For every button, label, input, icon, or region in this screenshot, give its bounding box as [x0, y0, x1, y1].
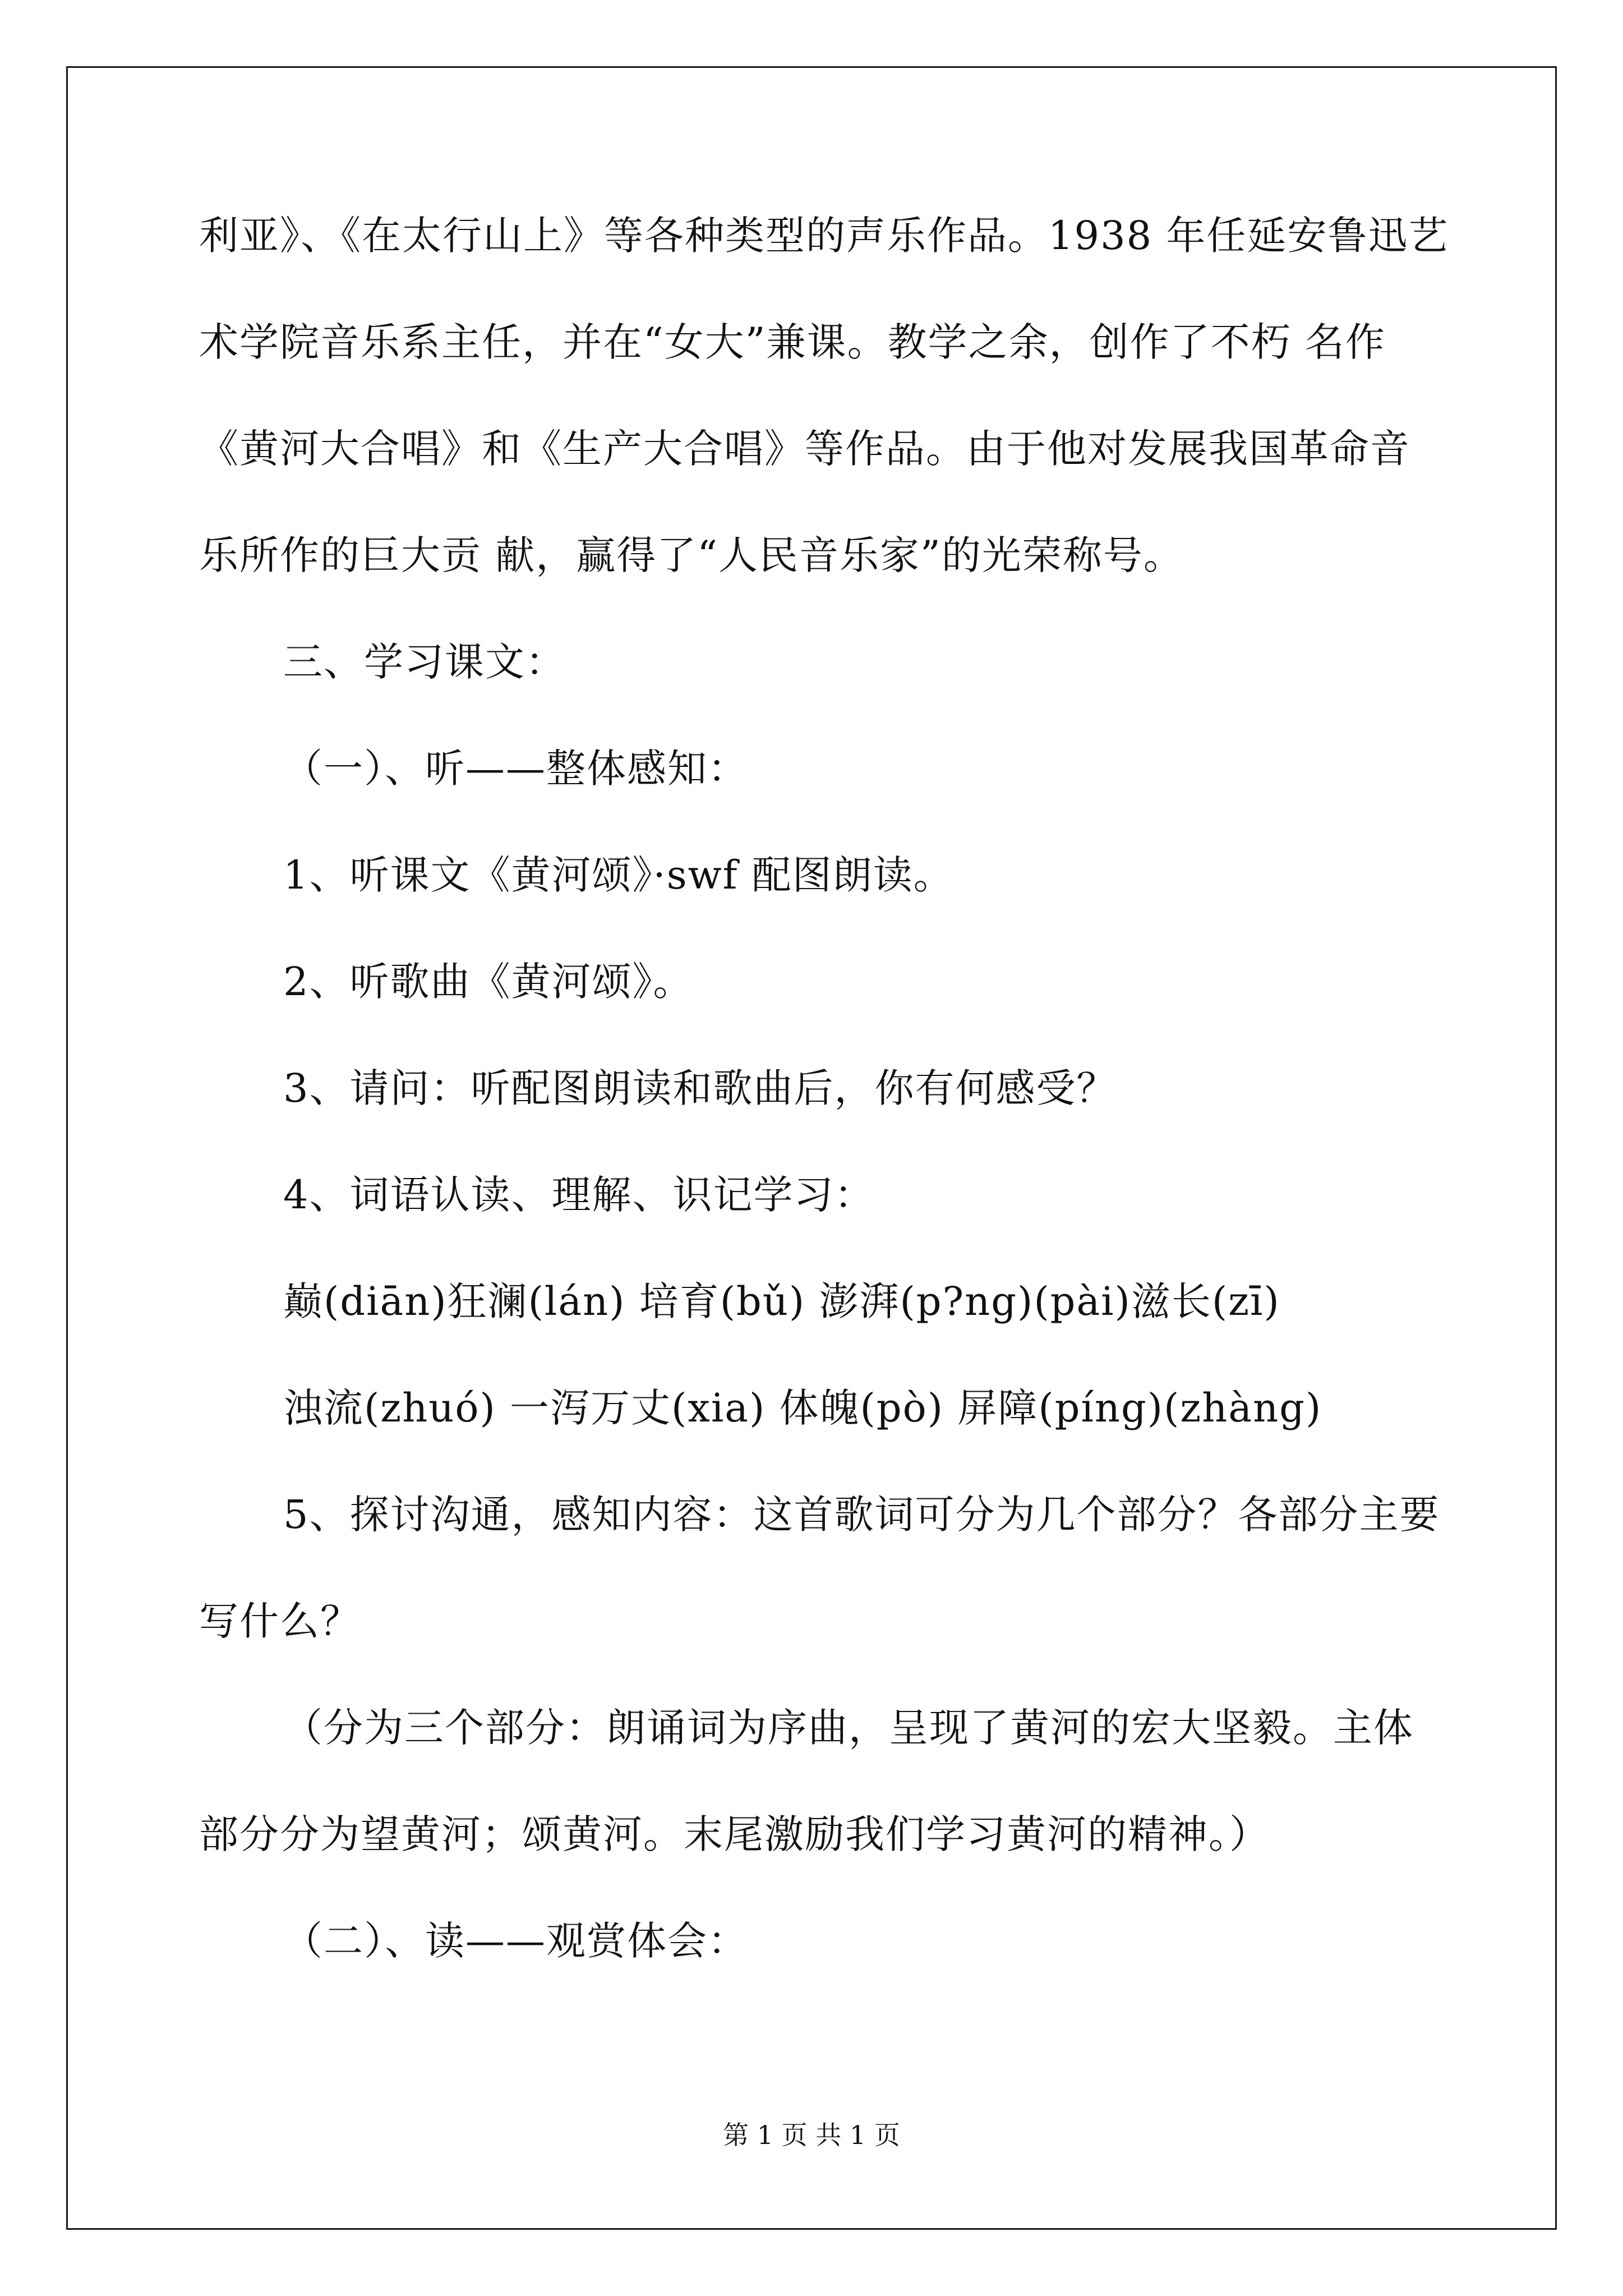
list-item: 3、请问：听配图朗读和歌曲后，你有何感受？: [283, 1065, 1117, 1111]
answer-line: 部分分为望黄河；颂黄河。末尾激励我们学习黄河的精神。）: [199, 1811, 1270, 1857]
subsection-heading: （一）、听——整体感知：: [283, 746, 748, 792]
list-item: 5、探讨沟通，感知内容：这首歌词可分为几个部分？各部分主要: [283, 1492, 1440, 1538]
page-border: [66, 66, 1557, 2230]
paragraph-line: 术学院音乐系主任，并在“女大”兼课。教学之余，创作了不朽 名作: [199, 319, 1386, 365]
page-number-footer: 第 1 页 共 1 页: [723, 2120, 900, 2150]
list-item: 4、词语认读、理解、识记学习：: [283, 1172, 875, 1218]
list-item: 2、听歌曲《黄河颂》。: [283, 959, 694, 1005]
paragraph-line: 写什么？: [199, 1598, 361, 1644]
subsection-heading: （二）、读——观赏体会：: [283, 1918, 748, 1964]
vocabulary-line: 浊流(zhuó) 一泻万丈(xia) 体魄(pò) 屏障(píng)(zhàng): [283, 1385, 1322, 1431]
paragraph-line: 乐所作的巨大贡 献，赢得了“人民音乐家”的光荣称号。: [199, 532, 1184, 578]
answer-line: （分为三个部分：朗诵词为序曲，呈现了黄河的宏大坚毅。主体: [283, 1705, 1414, 1751]
list-item: 1、听课文《黄河颂》·swf 配图朗读。: [283, 852, 954, 898]
paragraph-line: 《黄河大合唱》和《生产大合唱》等作品。由于他对发展我国革命音: [199, 426, 1410, 472]
vocabulary-line: 巅(diān)狂澜(lán) 培育(bǔ) 澎湃(p?ng)(pài)滋长(zī): [283, 1278, 1280, 1324]
paragraph-line: 利亚》、《在太行山上》等各种类型的声乐作品。1938 年任延安鲁迅艺: [199, 213, 1449, 259]
section-heading: 三、学习课文：: [283, 639, 566, 685]
